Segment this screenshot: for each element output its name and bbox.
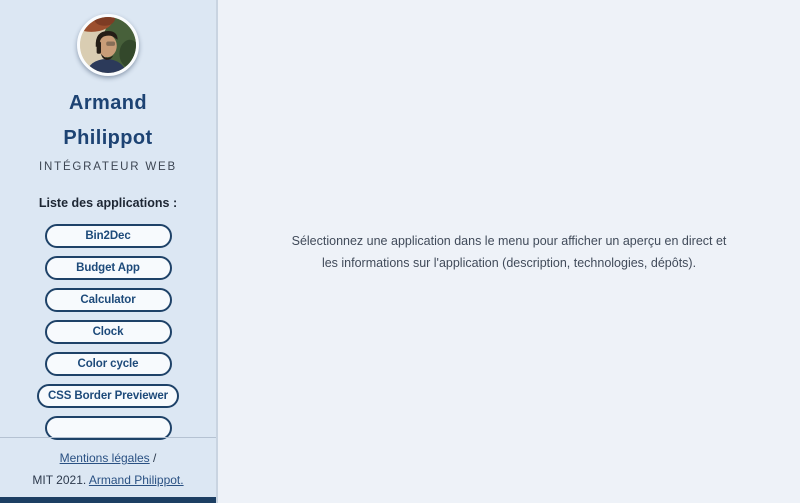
site-title	[63, 86, 152, 156]
app-button-budget-app[interactable]: Budget App	[45, 256, 172, 280]
placeholder-message: Sélectionnez une application dans le menu pour afficher un aperçu en direct et les informations sur l'application (description, technologies, dépôts).	[291, 233, 727, 270]
app-button-color-cycle[interactable]: Color cycle	[45, 352, 172, 376]
sidebar-footer	[0, 437, 216, 503]
sidebar	[0, 0, 218, 503]
app-button-clock[interactable]: Clock	[45, 320, 172, 344]
footer-separator: /	[153, 451, 157, 465]
apps-list-label: Liste des applications :	[38, 196, 178, 210]
apps-list	[37, 224, 179, 440]
footer-license-line	[0, 469, 216, 491]
license-text: MIT 2021.	[32, 473, 87, 487]
legal-notice-link[interactable]: Mentions légales	[59, 451, 150, 465]
author-link[interactable]: Armand Philippot.	[88, 473, 184, 487]
app-button-calculator[interactable]: Calculator	[45, 288, 172, 312]
site-subtitle: INTÉGRATEUR WEB	[39, 161, 177, 173]
app-button-bin2dec[interactable]: Bin2Dec	[45, 224, 172, 248]
site-title-line1: Armand	[69, 92, 147, 114]
sidebar-bottom-bar	[0, 497, 216, 503]
avatar-photo-illustration	[80, 17, 136, 73]
main-content	[218, 0, 800, 503]
footer-legal-line	[0, 447, 216, 469]
app-button-css-border-previewer[interactable]: CSS Border Previewer	[37, 384, 179, 408]
avatar	[77, 14, 139, 76]
site-title-line2: Philippot	[63, 127, 153, 149]
